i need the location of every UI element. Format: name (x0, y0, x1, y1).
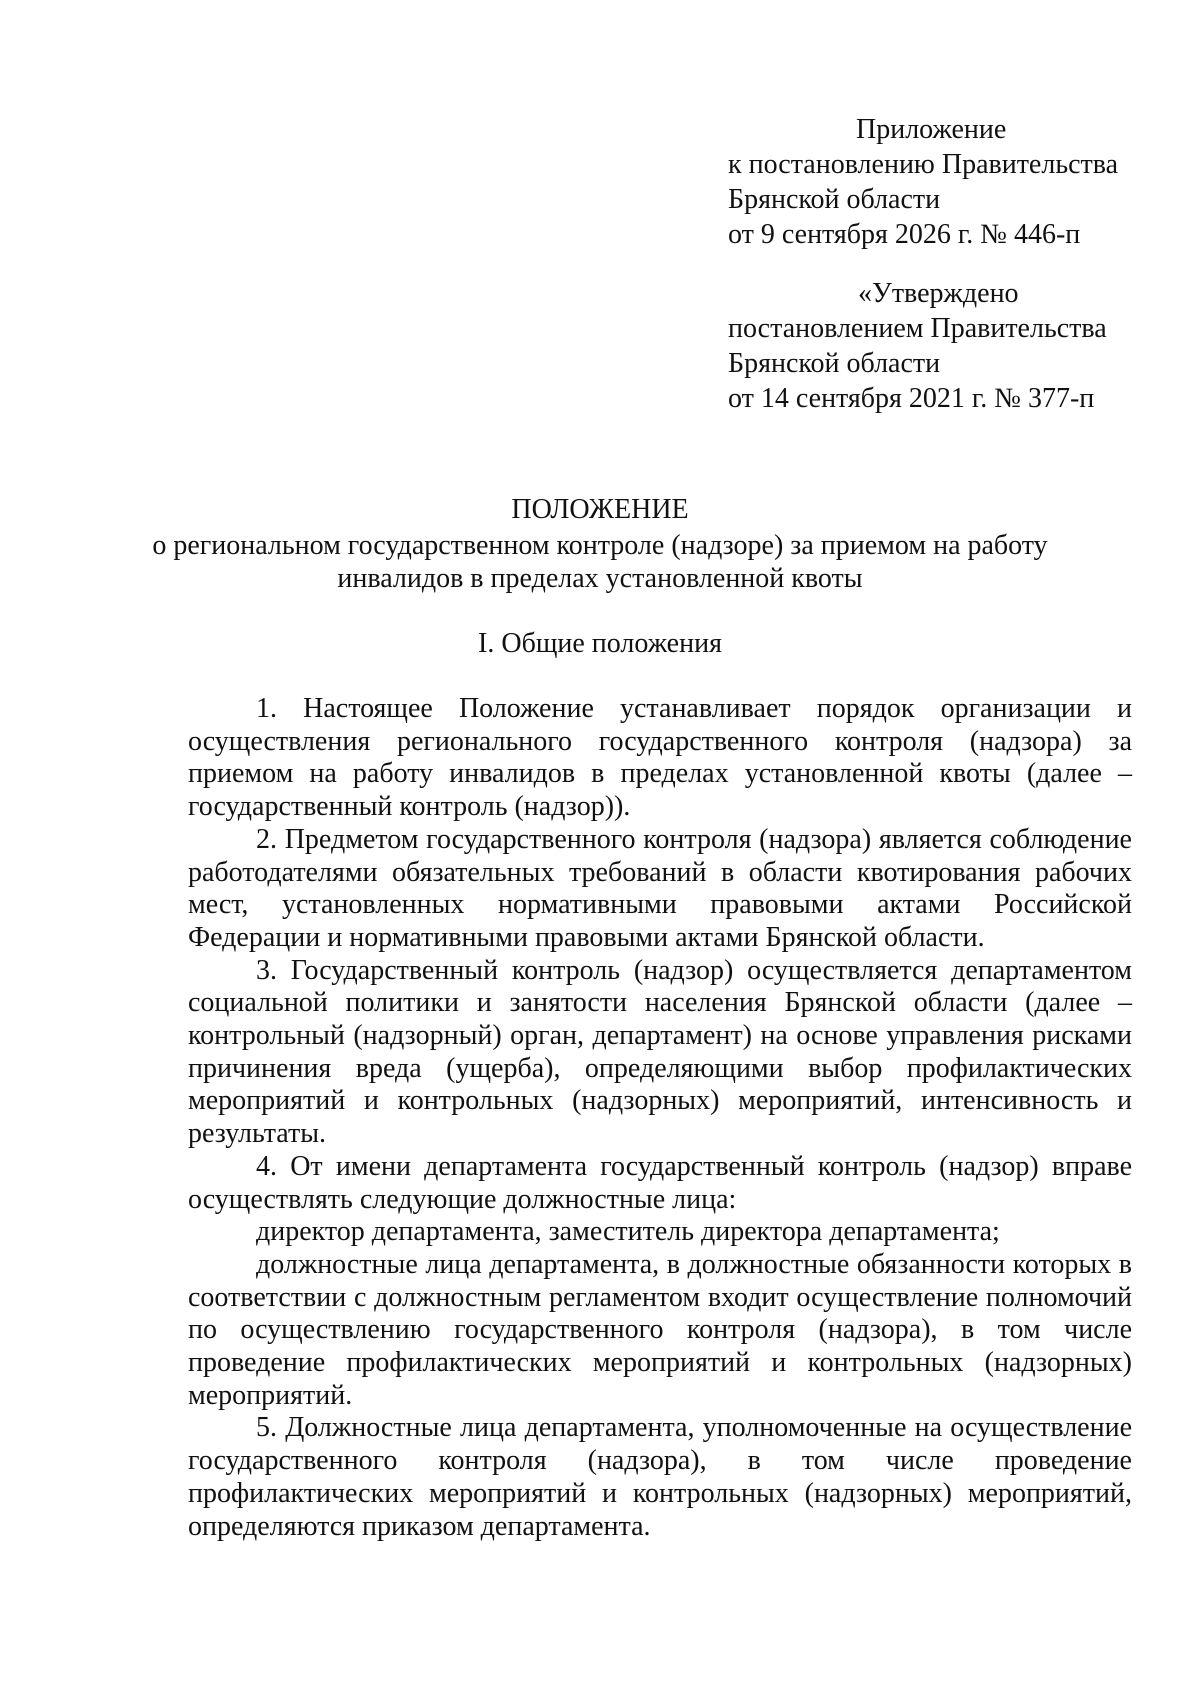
approved-date-number: от 14 сентября 2021 г. № 377-п (728, 383, 1095, 414)
section-heading: I. Общие положения (478, 628, 722, 659)
document-title: ПОЛОЖЕНИЕ (511, 494, 689, 525)
paragraph-4-item-2: должностные лица департамента, в должностные обязанности которых в соответствии с должностным регламентом входит осуществление полномочий по осуществлению государственного контроля (надзора), в том числе проведение профилактических мероприятий и контрольных (надзорных) мероприятий. (188, 1248, 1132, 1411)
paragraph-4-item-1: директор департамента, заместитель директора департамента; (256, 1216, 1000, 1248)
paragraph-2: 2. Предметом государственного контроля (надзора) является соблюдение работодателями обязательных требований в области квотирования рабочих мест, установленных нормативными правовыми актами Российской Федерации и нормативными правовыми актами Брянской области. (188, 823, 1132, 953)
paragraph-4: 4. От имени департамента государственный контроль (надзор) вправе осуществлять следующие должностные лица: (188, 1150, 1132, 1215)
appendix-reference: к постановлению Правительства (728, 149, 1119, 180)
appendix-label: Приложение (856, 114, 1007, 145)
paragraph-3: 3. Государственный контроль (надзор) осуществляется департаментом социальной политики и занятости населения Брянской области (далее – контрольный (надзорный) орган, департамент) на основе управления рисками причинения вреда (ущерба), определяющими выбор профилактических мероприятий и контрольных (надзорных) мероприятий, интенсивность и результаты. (188, 954, 1132, 1150)
approved-reference: постановлением Правительства (728, 313, 1107, 344)
appendix-header (728, 112, 1148, 252)
approved-region: Брянской области (728, 348, 941, 379)
paragraph-5: 5. Должностные лица департамента, уполномоченные на осуществление государственного контроля (надзора), в том числе проведение профилактических мероприятий и контрольных (надзорных) мероприятий, определяются приказом департамента. (188, 1412, 1132, 1542)
paragraph-1: 1. Настоящее Положение устанавливает порядок организации и осуществления регионального государственного контроля (надзора) за приемом на работу инвалидов в пределах установленной квоты (далее – государственный контроль (надзор)). (188, 693, 1132, 823)
approved-header (728, 276, 1148, 416)
document-body (188, 693, 1132, 1543)
appendix-date-number: от 9 сентября 2026 г. № 446-п (728, 219, 1081, 250)
appendix-region: Брянской области (728, 184, 941, 215)
approved-label: «Утверждено (858, 278, 1019, 309)
document-subtitle: о региональном государственном контроле (надзоре) за приемом на работу инвалидов в пределах установленной квоты (152, 530, 1048, 594)
